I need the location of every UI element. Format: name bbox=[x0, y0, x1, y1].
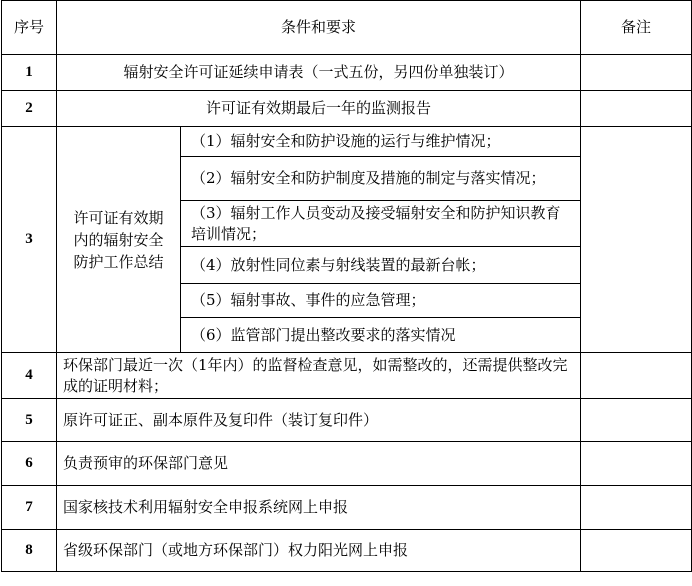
row-number: 8 bbox=[2, 530, 57, 572]
row-number: 5 bbox=[2, 399, 57, 442]
row-text: 辐射安全许可证延续申请表（一式五份，另四份单独装订） bbox=[57, 55, 581, 91]
row-text: 许可证有效期最后一年的监测报告 bbox=[57, 91, 581, 127]
row-number: 7 bbox=[2, 486, 57, 530]
row-group-label: 许可证有效期内的辐射安全防护工作总结 bbox=[57, 127, 181, 353]
row-remark bbox=[581, 127, 692, 353]
table-row bbox=[2, 399, 692, 442]
header-row bbox=[2, 1, 692, 55]
sub-item: （3）辐射工作人员变动及接受辐射安全和防护知识教育培训情况； bbox=[181, 201, 581, 247]
row-text: 原许可证正、副本原件及复印件（装订复印件） bbox=[57, 399, 581, 442]
row-text: 国家核技术利用辐射安全申报系统网上申报 bbox=[57, 486, 581, 530]
row-remark bbox=[581, 442, 692, 486]
table-row bbox=[2, 530, 692, 572]
table-row bbox=[2, 353, 692, 399]
sub-item: （1）辐射安全和防护设施的运行与维护情况； bbox=[181, 127, 581, 157]
row-remark bbox=[581, 55, 692, 91]
row-text: 环保部门最近一次（1年内）的监督检查意见，如需整改的，还需提供整改完成的证明材料； bbox=[57, 353, 581, 399]
table-row bbox=[2, 55, 692, 91]
row-number: 1 bbox=[2, 55, 57, 91]
requirements-table bbox=[1, 0, 692, 572]
header-conditions: 条件和要求 bbox=[57, 1, 581, 55]
row-text: 负责预审的环保部门意见 bbox=[57, 442, 581, 486]
row-remark bbox=[581, 399, 692, 442]
row-number: 3 bbox=[2, 127, 57, 353]
row-remark bbox=[581, 353, 692, 399]
row-remark bbox=[581, 530, 692, 572]
row-remark bbox=[581, 91, 692, 127]
header-seq: 序号 bbox=[2, 1, 57, 55]
sub-item: （6）监管部门提出整改要求的落实情况 bbox=[181, 318, 581, 353]
table-row bbox=[2, 442, 692, 486]
table-row bbox=[2, 91, 692, 127]
header-remarks: 备注 bbox=[581, 1, 692, 55]
table-row bbox=[2, 127, 692, 157]
row-number: 4 bbox=[2, 353, 57, 399]
row-remark bbox=[581, 486, 692, 530]
sub-item: （5）辐射事故、事件的应急管理； bbox=[181, 284, 581, 318]
sub-item: （2）辐射安全和防护制度及措施的制定与落实情况； bbox=[181, 157, 581, 201]
row-number: 2 bbox=[2, 91, 57, 127]
row-text: 省级环保部门（或地方环保部门）权力阳光网上申报 bbox=[57, 530, 581, 572]
sub-item: （4）放射性同位素与射线装置的最新台帐； bbox=[181, 247, 581, 284]
row-number: 6 bbox=[2, 442, 57, 486]
table-row bbox=[2, 486, 692, 530]
